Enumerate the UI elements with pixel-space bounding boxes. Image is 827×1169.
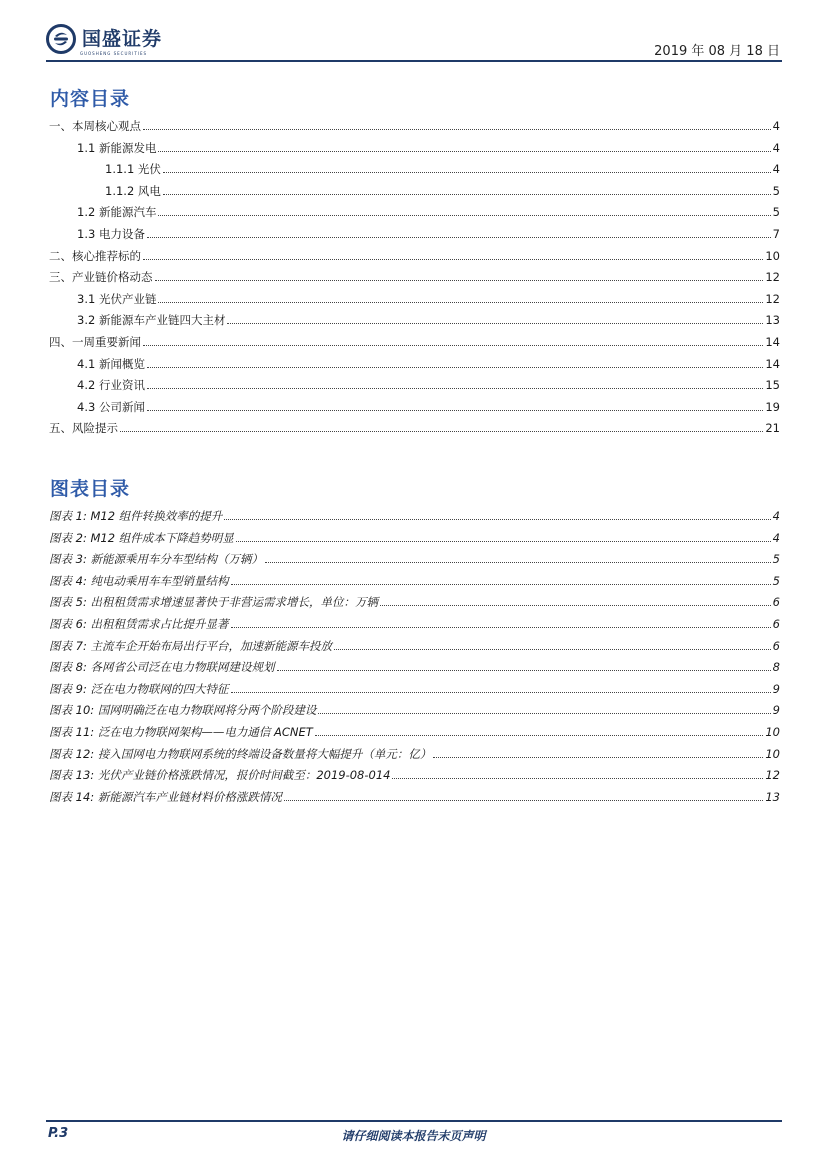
entry-label: 图表 7: 主流车企开始布局出行平台，加速新能源车投放 <box>49 638 332 653</box>
dot-leader <box>143 120 771 130</box>
report-date: 2019 年 08 月 18 日 <box>654 44 780 59</box>
entry-label: 五、风险提示 <box>49 421 118 436</box>
dot-leader <box>163 163 771 173</box>
entry-page-number: 4 <box>772 162 780 177</box>
figure-entry[interactable] <box>49 702 780 724</box>
footer-disclaimer: 请仔细阅读本报告末页声明 <box>341 1129 486 1143</box>
entry-page-number: 15 <box>765 378 780 393</box>
figure-entry[interactable] <box>49 551 780 573</box>
table-of-contents <box>49 118 780 442</box>
toc-entry[interactable] <box>49 356 780 378</box>
entry-label: 1.1.1 光伏 <box>105 162 161 177</box>
toc-entry[interactable] <box>49 248 780 270</box>
entry-label: 1.2 新能源汽车 <box>77 205 157 220</box>
figure-entry[interactable] <box>49 767 780 789</box>
dot-leader <box>143 336 763 346</box>
entry-page-number: 13 <box>765 313 780 328</box>
entry-label: 图表 14: 新能源汽车产业链材料价格涨跌情况 <box>49 789 282 804</box>
entry-page-number: 6 <box>772 595 780 610</box>
toc-entry[interactable] <box>49 226 780 248</box>
entry-page-number: 5 <box>772 205 780 220</box>
figure-entry[interactable] <box>49 638 780 660</box>
dot-leader <box>155 271 764 281</box>
dot-leader <box>158 206 770 216</box>
dot-leader <box>147 358 763 368</box>
dot-leader <box>147 228 771 238</box>
entry-page-number: 13 <box>765 789 780 804</box>
entry-label: 图表 11: 泛在电力物联网架构——电力通信 ACNET <box>49 724 313 739</box>
entry-label: 4.2 行业资讯 <box>77 378 145 393</box>
entry-label: 图表 2: M12 组件成本下降趋势明显 <box>49 530 234 545</box>
figure-entry[interactable] <box>49 789 780 811</box>
entry-page-number: 14 <box>765 334 780 349</box>
figure-entry[interactable] <box>49 616 780 638</box>
toc-entry[interactable] <box>49 399 780 421</box>
entry-label: 二、核心推荐标的 <box>49 248 141 263</box>
toc-entry[interactable] <box>49 312 780 334</box>
dot-leader <box>265 553 771 563</box>
entry-page-number: 5 <box>772 552 780 567</box>
dot-leader <box>277 661 771 671</box>
entry-page-number: 9 <box>772 703 780 718</box>
toc-title: 内容目录 <box>50 88 131 110</box>
figures-title: 图表目录 <box>50 478 131 500</box>
header-divider <box>46 60 782 62</box>
company-name: 国盛证券 <box>82 28 163 50</box>
entry-page-number: 10 <box>765 248 780 263</box>
entry-page-number: 19 <box>765 399 780 414</box>
dot-leader <box>236 532 771 542</box>
entry-label: 三、产业链价格动态 <box>49 270 153 285</box>
entry-label: 4.3 公司新闻 <box>77 399 145 414</box>
dot-leader <box>147 379 763 389</box>
dot-leader <box>147 401 763 411</box>
dot-leader <box>284 791 764 801</box>
dot-leader <box>318 704 770 714</box>
entry-page-number: 8 <box>772 660 780 675</box>
dot-leader <box>315 726 764 736</box>
company-logo-icon <box>46 24 76 54</box>
figure-entry[interactable] <box>49 681 780 703</box>
entry-label: 图表 5: 出租租赁需求增速显著快于非营运需求增长，单位：万辆 <box>49 595 378 610</box>
dot-leader <box>334 640 771 650</box>
entry-label: 一、本周核心观点 <box>49 119 141 133</box>
entry-page-number: 7 <box>772 226 780 241</box>
company-logo <box>46 24 162 54</box>
entry-page-number: 6 <box>772 616 780 631</box>
entry-page-number: 10 <box>765 746 780 761</box>
dot-leader <box>158 293 763 303</box>
entry-page-number: 5 <box>772 573 780 588</box>
dot-leader <box>380 596 771 606</box>
dot-leader <box>158 142 770 152</box>
dot-leader <box>231 683 771 693</box>
entry-label: 3.2 新能源车产业链四大主材 <box>77 313 226 328</box>
dot-leader <box>392 769 763 779</box>
entry-page-number: 5 <box>772 183 780 198</box>
toc-entry[interactable] <box>49 334 780 356</box>
entry-label: 图表 13: 光伏产业链价格涨跌情况，报价时间截至：2019-08-014 <box>49 768 391 783</box>
entry-page-number: 12 <box>765 768 780 783</box>
figure-entry[interactable] <box>49 573 780 595</box>
footer-divider <box>46 1120 782 1122</box>
entry-page-number: 6 <box>772 638 780 653</box>
entry-label: 图表 10: 国网明确泛在电力物联网将分两个阶段建设 <box>49 703 317 718</box>
entry-label: 图表 12: 接入国网电力物联网系统的终端设备数量将大幅提升（单元：亿） <box>49 746 432 761</box>
toc-entry[interactable] <box>49 269 780 291</box>
entry-page-number: 14 <box>765 356 780 371</box>
page-header <box>46 24 782 62</box>
entry-label: 图表 1: M12 组件转换效率的提升 <box>49 509 223 523</box>
entry-label: 四、一周重要新闻 <box>49 334 141 349</box>
entry-page-number: 12 <box>765 291 780 306</box>
entry-label: 图表 4: 纯电动乘用车车型销量结构 <box>49 573 229 588</box>
entry-page-number: 12 <box>765 270 780 285</box>
entry-label: 图表 8: 各网省公司泛在电力物联网建设规划 <box>49 660 275 675</box>
toc-entry[interactable] <box>49 118 780 140</box>
toc-entry[interactable] <box>49 291 780 313</box>
toc-entry[interactable] <box>49 377 780 399</box>
dot-leader <box>433 748 763 758</box>
entry-label: 图表 6: 出租租赁需求占比提升显著 <box>49 616 229 631</box>
dot-leader <box>227 314 763 324</box>
dot-leader <box>143 250 763 260</box>
dot-leader <box>231 575 771 585</box>
entry-page-number: 4 <box>772 509 780 523</box>
entry-page-number: 10 <box>765 724 780 739</box>
entry-label: 图表 3: 新能源乘用车分车型结构（万辆） <box>49 552 264 567</box>
page-number: P.3 <box>48 1126 69 1141</box>
toc-entry[interactable] <box>49 161 780 183</box>
entry-label: 4.1 新闻概览 <box>77 356 145 371</box>
entry-label: 图表 9: 泛在电力物联网的四大特征 <box>49 681 229 696</box>
entry-label: 1.3 电力设备 <box>77 226 145 241</box>
entry-label: 1.1.2 风电 <box>105 183 161 198</box>
entry-label: 3.1 光伏产业链 <box>77 291 157 306</box>
entry-page-number: 4 <box>772 140 780 155</box>
toc-entry[interactable] <box>49 140 780 162</box>
entry-page-number: 4 <box>772 530 780 545</box>
figure-entry[interactable] <box>49 508 780 530</box>
company-name-en: GUOSHENG SECURITIES <box>80 51 148 56</box>
toc-entry[interactable] <box>49 204 780 226</box>
figure-entry[interactable] <box>49 659 780 681</box>
toc-entry[interactable] <box>49 420 780 442</box>
dot-leader <box>163 185 771 195</box>
entry-page-number: 21 <box>765 421 780 436</box>
figure-entry[interactable] <box>49 530 780 552</box>
list-of-figures <box>49 508 780 810</box>
entry-page-number: 4 <box>772 119 780 133</box>
figure-entry[interactable] <box>49 724 780 746</box>
figure-entry[interactable] <box>49 594 780 616</box>
entry-label: 1.1 新能源发电 <box>77 140 157 155</box>
dot-leader <box>120 422 763 432</box>
dot-leader <box>231 618 771 628</box>
figure-entry[interactable] <box>49 746 780 768</box>
toc-entry[interactable] <box>49 183 780 205</box>
entry-page-number: 9 <box>772 681 780 696</box>
dot-leader <box>224 510 770 520</box>
